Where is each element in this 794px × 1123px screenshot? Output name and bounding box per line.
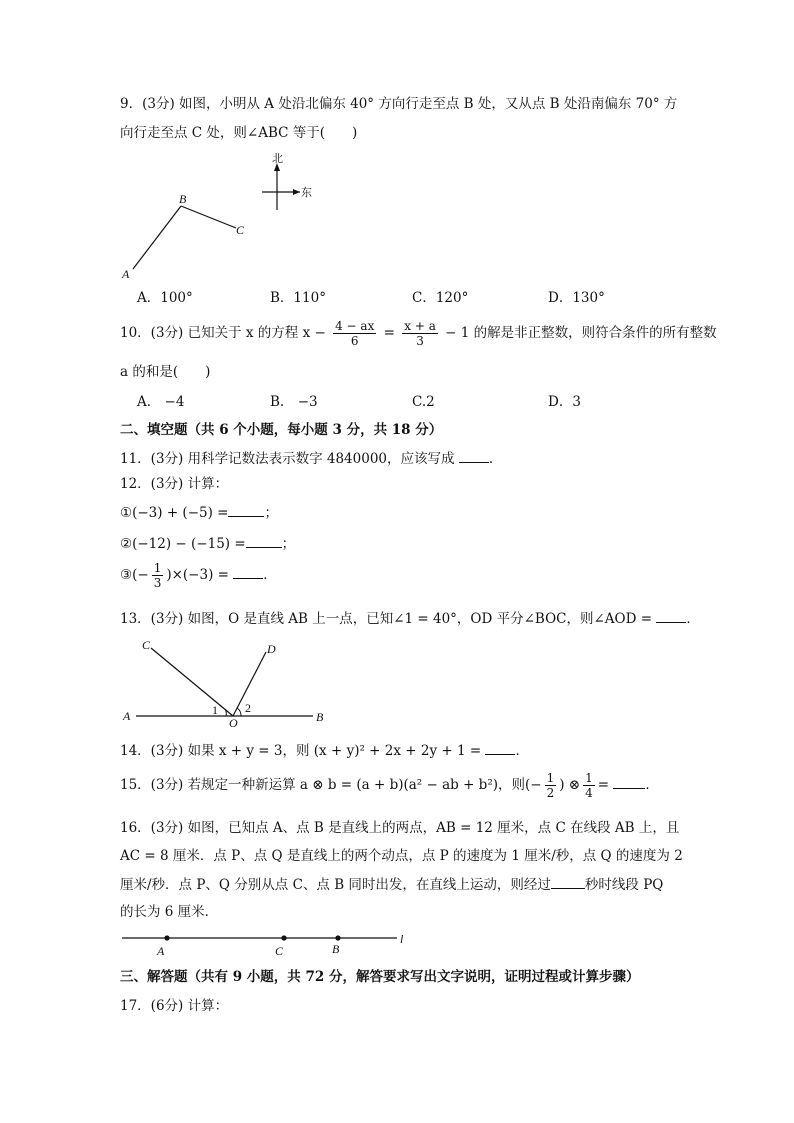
q15-mid: ) ⊗ bbox=[559, 777, 581, 793]
q10-option-b: B. −3 bbox=[270, 394, 318, 410]
q12-item2-end: ； bbox=[281, 536, 296, 552]
section-3-heading: 三、解答题（共有 9 小题，共 72 分，解答要求写出文字说明，证明过程或计算步骤） bbox=[120, 969, 640, 985]
section-2-heading: 二、填空题（共 6 个小题，每小题 3 分，共 18 分） bbox=[120, 422, 443, 438]
q15-end: ． bbox=[645, 777, 659, 793]
q13-text: 13．(3分) 如图，O 是直线 AB 上一点，已知∠1 = 40°，OD 平分∠BOC，则∠AOD = bbox=[120, 611, 653, 627]
q16-line2: AC = 8 厘米．点 P、点 Q 是直线上的两个动点，点 P 的速度为 1 厘米/秒，点 Q 的速度为 2 bbox=[120, 848, 683, 864]
q11-text: 11．(3分) 用科学记数法表示数字 4840000，应该写成 bbox=[120, 451, 455, 467]
q16-line3-post: 秒时线段 PQ bbox=[584, 877, 664, 893]
q10-option-a: A. −4 bbox=[137, 394, 185, 410]
q12-item3-num: 1 bbox=[153, 561, 162, 575]
q12-item3-post: )×(−3) = bbox=[166, 567, 229, 583]
q9-option-a: A．100° bbox=[137, 290, 193, 306]
q15-n2: 1 bbox=[585, 771, 593, 785]
point-B-label: B bbox=[316, 710, 324, 724]
point-B-label: B bbox=[179, 192, 187, 206]
q9-option-c: C．120° bbox=[412, 290, 469, 306]
point-C-label: C bbox=[142, 638, 151, 652]
q9-line1: 9．(3分) 如图，小明从 A 处沿北偏东 40° 方向行走至点 B 处，又从点 B 处沿南偏东 70° 方 bbox=[120, 96, 678, 112]
line-l-label: l bbox=[400, 932, 404, 946]
angle-1-label: 1 bbox=[212, 703, 218, 717]
point-C-dot bbox=[281, 935, 286, 940]
q12-item3-den: 3 bbox=[153, 576, 162, 590]
compass-north-label: 北 bbox=[272, 152, 283, 165]
q10-option-d: D．3 bbox=[548, 394, 581, 410]
q12-item3-pre: ③(− bbox=[120, 567, 149, 583]
q16-line4: 的长为 6 厘米． bbox=[120, 904, 219, 920]
point-A-dot bbox=[164, 935, 169, 940]
point-A-label: A bbox=[122, 267, 130, 281]
q10-line1-post: − 1 的解是非正整数，则符合条件的所有整数 bbox=[445, 325, 717, 341]
q10-line2: a 的和是( ) bbox=[120, 364, 211, 380]
q12-item1-text: ①(−3) + (−5) = bbox=[120, 505, 229, 521]
q9-option-d: D．130° bbox=[548, 290, 605, 306]
q15-n1: 1 bbox=[546, 771, 555, 785]
q15-d2: 4 bbox=[585, 786, 593, 800]
q10-equals: = bbox=[383, 325, 395, 341]
q17: 17．(6分) 计算： bbox=[120, 998, 229, 1014]
point-C-label: C bbox=[275, 944, 284, 958]
point-A-label: A bbox=[157, 944, 165, 958]
q11-end: ． bbox=[488, 451, 503, 467]
point-B-label: B bbox=[332, 942, 340, 956]
q10-frac2-den: 3 bbox=[416, 334, 424, 348]
q12-item2-text: ②(−12) − (−15) = bbox=[120, 536, 246, 552]
q12-item1-end: ； bbox=[264, 505, 278, 521]
q16-line3-pre: 厘米/秒．点 P、Q 分别从点 C、点 B 同时出发，在直线上运动，则经过 bbox=[120, 877, 551, 893]
q9-line2: 向行走至点 C 处，则∠ABC 等于( ) bbox=[120, 125, 358, 141]
q10-frac1-num: 4 − ax bbox=[335, 319, 375, 333]
q10-option-c: C.2 bbox=[412, 394, 435, 410]
q15-post: = bbox=[597, 777, 610, 793]
q15-pre: 15．(3分) 若规定一种新运算 a ⊗ b = (a + b)(a² − ab + b²)，则(− bbox=[120, 777, 542, 793]
q12-item3-end: ． bbox=[263, 567, 277, 583]
q14-end: ． bbox=[515, 743, 529, 759]
q12-heading: 12．(3分) 计算： bbox=[120, 476, 229, 492]
point-D-label: D bbox=[267, 642, 276, 656]
angle-2-label: 2 bbox=[245, 701, 251, 715]
q10-frac2-num: x + a bbox=[404, 319, 436, 333]
point-O-label: O bbox=[229, 716, 238, 730]
q14-text: 14．(3分) 如果 x + y = 3，则 (x + y)² + 2x + 2y + 1 = bbox=[120, 743, 482, 759]
q10-frac1-den: 6 bbox=[350, 334, 359, 348]
q15-d1: 2 bbox=[546, 786, 555, 800]
q13-end: ． bbox=[686, 611, 700, 627]
point-B-dot bbox=[335, 935, 340, 940]
point-C-label: C bbox=[236, 223, 245, 237]
q10-line1-pre: 10．(3分) 已知关于 x 的方程 x − bbox=[120, 325, 326, 341]
compass-east-label: 东 bbox=[301, 186, 312, 199]
q16-line1: 16．(3分) 如图，已知点 A、点 B 是直线上的两点，AB = 12 厘米，点 C 在线段 AB 上，且 bbox=[120, 820, 680, 836]
q9-option-b: B．110° bbox=[270, 290, 326, 306]
point-A-label: A bbox=[123, 709, 131, 723]
